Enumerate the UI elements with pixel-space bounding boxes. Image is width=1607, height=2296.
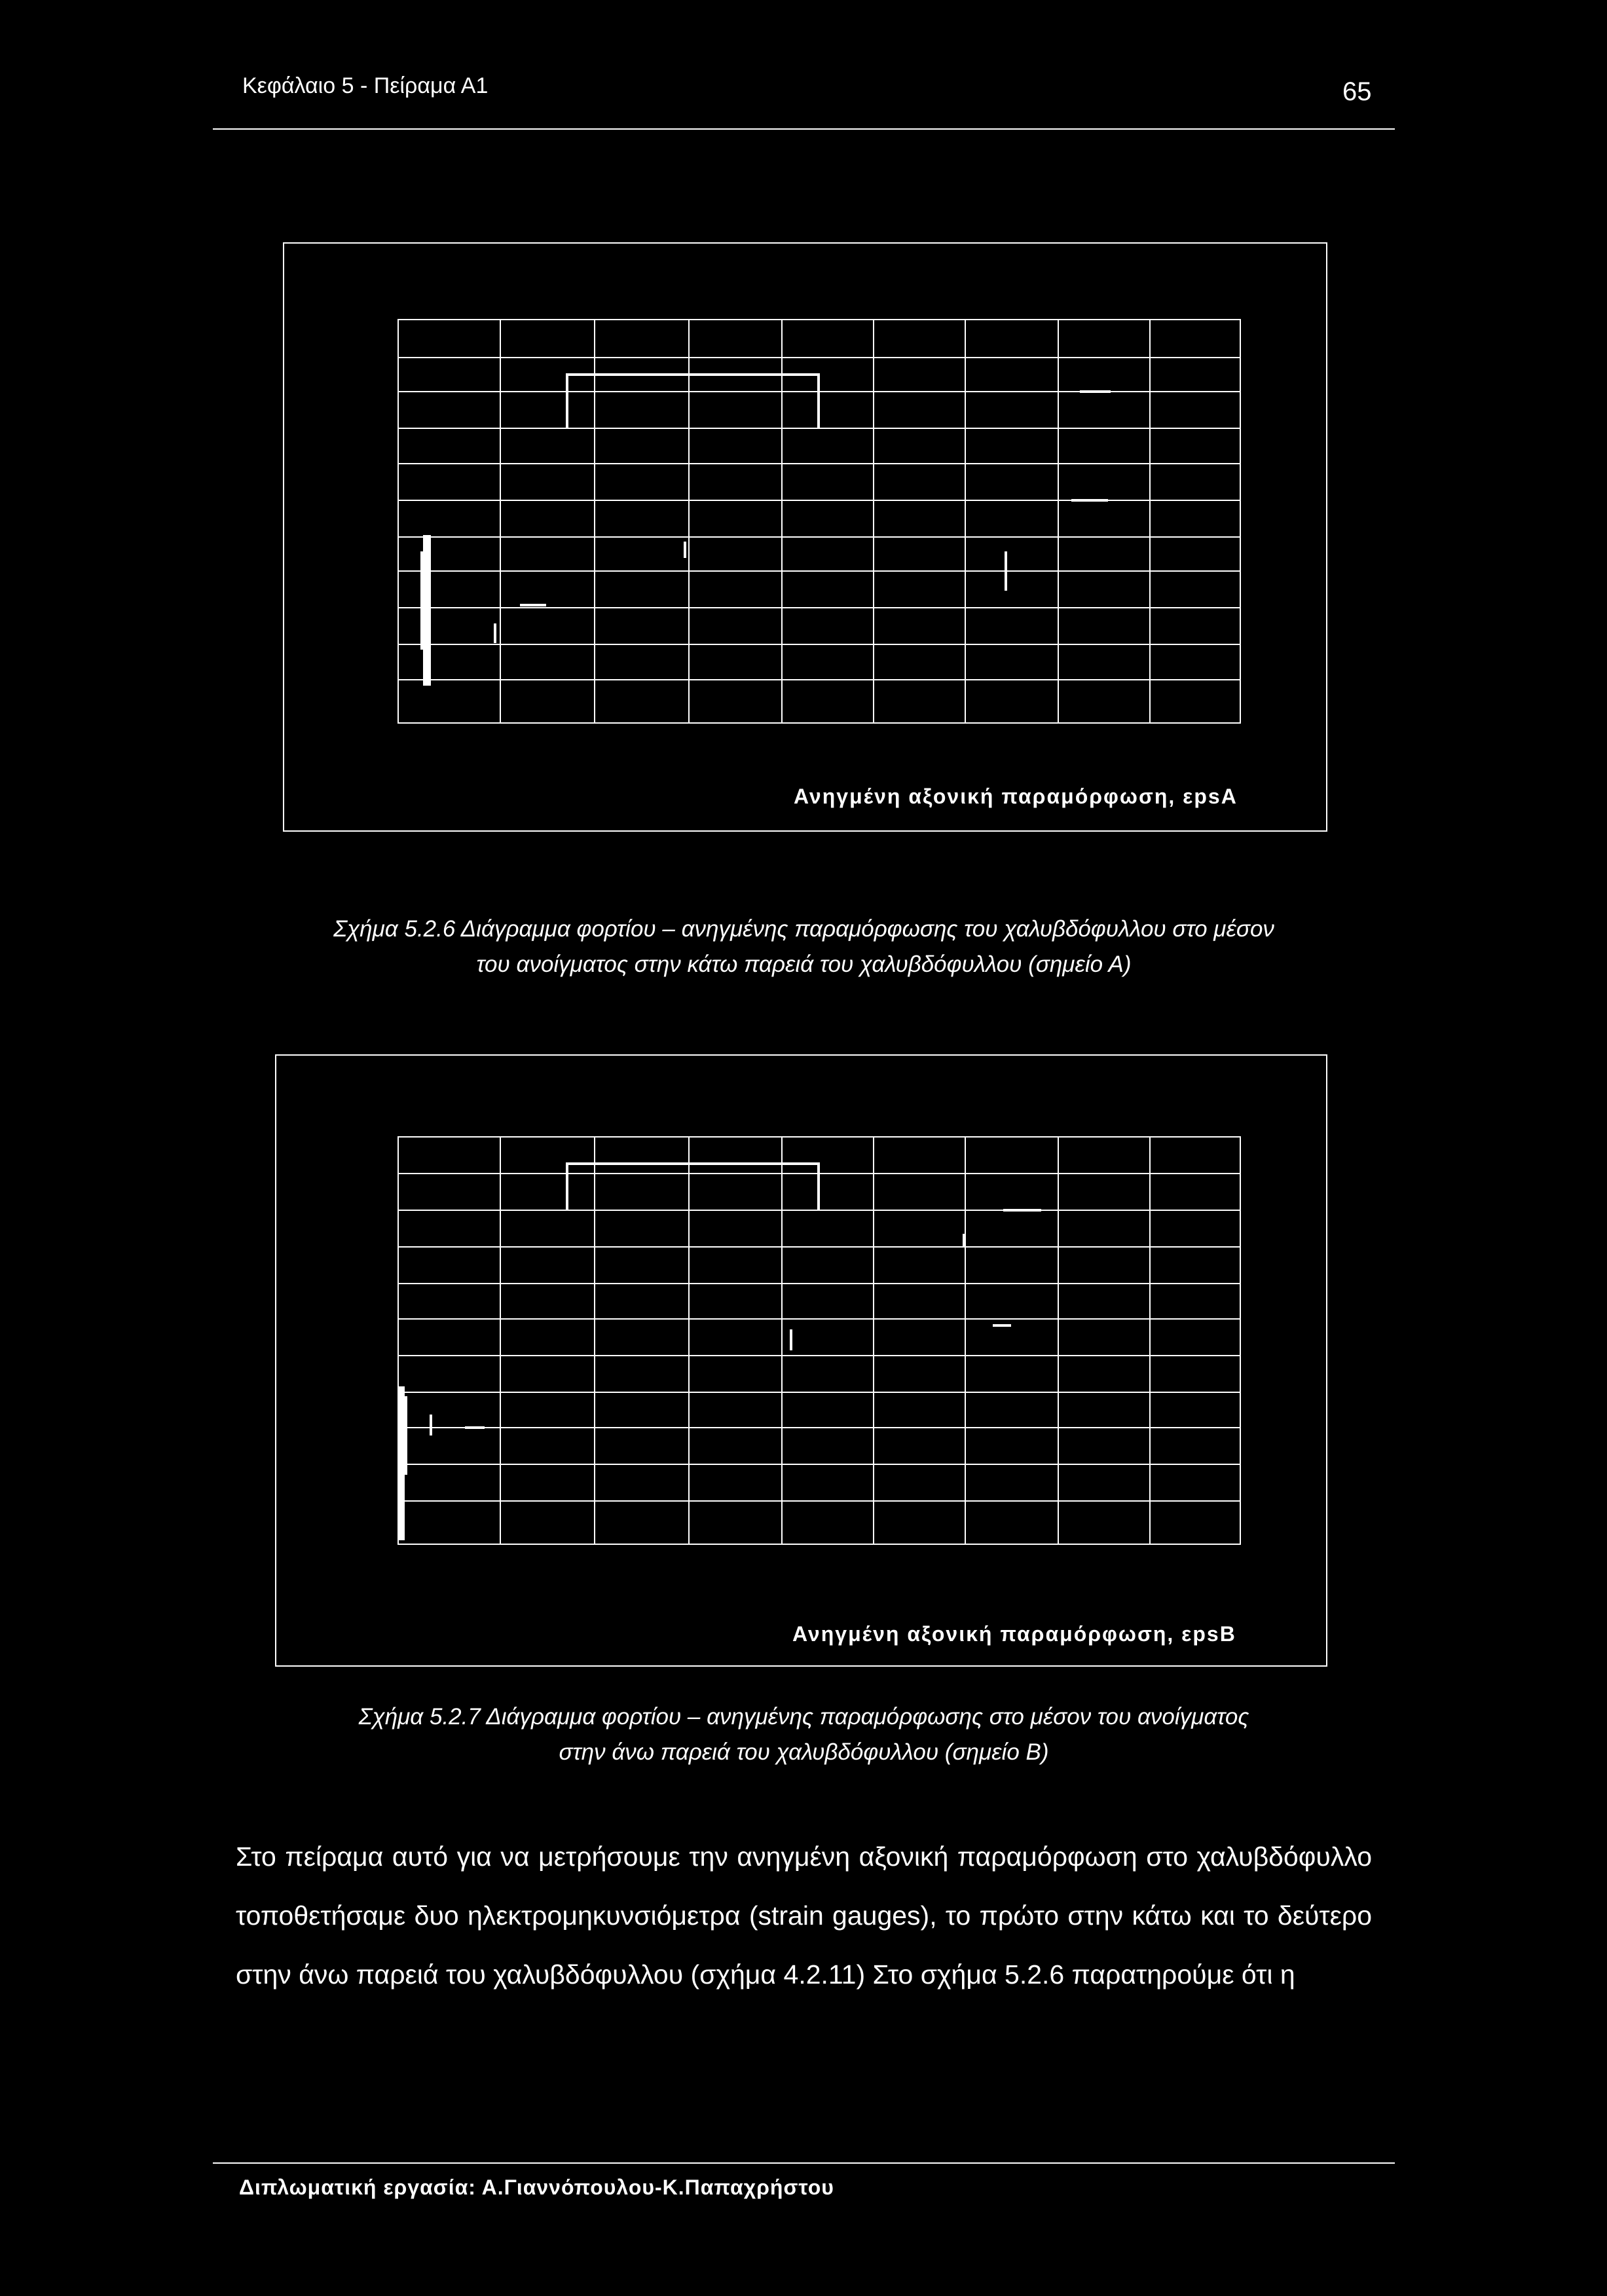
figure-a-curve — [495, 375, 1111, 643]
figure-b-plot — [276, 1056, 1329, 1668]
figure-a-caption-line-1: Σχήμα 5.2.6 Διάγραμμα φορτίου – ανηγμένης παραμόρφωσης του χαλυβδόφυλλου στο μέσον — [333, 916, 1274, 942]
figure-b-axis-label: Ανηγμένη αξονική παραμόρφωση, εpsB — [792, 1622, 1236, 1646]
figure-a-caption-line-2: του ανοίγματος στην κάτω παρειά του χαλυβδόφυλλου (σημείο Α) — [476, 952, 1132, 977]
body-paragraph: Στο πείραμα αυτό για να μετρήσουμε την ανηγμένη αξονική παραμόρφωση στο χαλυβδόφυλλο τοποθετήσαμε δυο ηλεκτρομηκυνσιόμετρα (strain gauges), το πρώτο στην κάτω και το δεύτερο στην άνω παρειά του χαλυβδόφυλλου (σχήμα 4.2.11) Στο σχήμα 5.2.6 παρατηρούμε ότι η — [236, 1842, 1372, 1990]
chapter-header: Κεφάλαιο 5 - Πείραμα Α1 — [242, 73, 489, 98]
header-rule — [213, 128, 1395, 130]
footer-text: Διπλωματική εργασία: Α.Γιαννόπουλου-Κ.Παπαχρήστου — [239, 2176, 834, 2199]
figure-b-frame — [275, 1054, 1327, 1667]
figure-b-curve — [431, 1164, 1041, 1435]
figure-b-caption-line-2: στην άνω παρειά του χαλυβδόφυλλου (σημείο Β) — [559, 1739, 1049, 1765]
figure-a-axis-label: Ανηγμένη αξονική παραμόρφωση, εpsA — [794, 785, 1238, 808]
figure-a-frame — [283, 242, 1327, 832]
figure-b-origin-spike — [398, 1386, 407, 1540]
footer-rule — [213, 2162, 1395, 2164]
figure-b-caption-line-1: Σχήμα 5.2.7 Διάγραμμα φορτίου – ανηγμένης παραμόρφωσης στο μέσον του ανοίγματος — [358, 1704, 1249, 1730]
page-number: 65 — [1342, 77, 1372, 106]
figure-a-caption — [210, 912, 1398, 982]
figure-a-plot — [284, 244, 1329, 833]
figure-a-origin-spike — [420, 535, 431, 686]
figure-b-caption — [210, 1699, 1398, 1770]
